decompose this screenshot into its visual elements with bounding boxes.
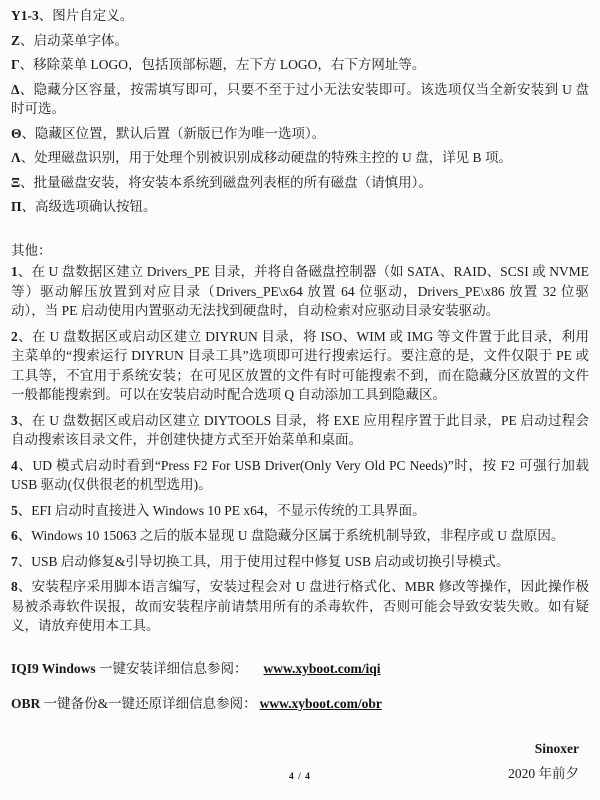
signature-name: Sinoxer [534,740,579,756]
paragraph [11,80,589,119]
item-text: 、启动菜单字体。 [20,32,129,48]
reference-text: 一键安装详细信息参阅： [95,660,248,676]
xyboot-link[interactable]: www.xyboot.com/obr [259,695,382,711]
paragraph [11,552,589,572]
item-text: 、隐藏区位置，默认后置（新版已作为唯一选项）。 [21,125,326,141]
reference-line [11,691,589,717]
item-prefix: Γ [11,57,20,72]
reference-prefix: OBR [11,695,41,711]
reference-prefix: IQI9 Windows [11,660,96,676]
item-prefix: Y1-3 [11,8,39,23]
item-prefix: 3 [11,412,18,428]
paragraph [11,173,589,193]
paragraph [11,411,589,450]
item-text: 、在 U 盘数据区或启动区建立 DIYTOOLS 目录，将 EXE 应用程序置于此目录，PE 启动过程会自动搜索该目录文件，并创建快捷方式至开始菜单和桌面。 [11,412,589,447]
item-prefix: Θ [11,125,22,141]
item-text: 、隐藏分区容量，按需填写即可，只要不至于过小无法安装即可。该选项仅当全新安装到 U 盘时可选。 [11,81,589,116]
paragraph [11,262,589,321]
option-descriptions-list [11,6,589,217]
item-prefix: 8 [11,579,18,594]
page-footer [0,768,600,788]
xyboot-link[interactable]: www.xyboot.com/iqi [263,660,381,676]
notes-list [11,262,589,636]
paragraph [11,31,589,51]
paragraph [11,6,589,26]
reference-line [11,656,589,682]
item-text: 、高级选项确认按钮。 [21,199,157,214]
paragraph [11,124,589,144]
signature-date: 2020 年前夕 [508,766,579,781]
item-prefix: 4 [11,457,18,473]
item-prefix: Δ [11,81,20,97]
page-number: 4 / 4 [289,771,311,782]
item-text: 、在 U 盘数据区建立 Drivers_PE 目录，并将自备磁盘控制器（如 SATA、RAID、SCSI 或 NVME 等）驱动解压放置到对应目录（Drivers_PE\x64 放置 64 位驱动，Drivers_PE\x86 放置 32 位驱动），当 PE 启动使用内置驱动无法找到硬盘时，自动检索对应驱动目录安装驱动。 [11,264,589,318]
item-prefix: 7 [11,553,18,569]
item-prefix: Ξ [11,174,21,190]
item-prefix: 5 [11,502,18,518]
item-prefix: 1 [11,264,18,279]
reference-text: 一键备份&一键还原详细信息参阅： [40,695,257,711]
item-text: 、图片自定义。 [38,8,134,23]
item-text: 、安装程序采用脚本语言编写，安装过程会对 U 盘进行格式化、MBR 修改等操作，因此操作极易被杀毒软件误报，故而安装程序前请禁用所有的杀毒软件，否则可能会导致安装失败。如有疑义，请放弃使用本工具。 [11,579,589,633]
paragraph [11,197,589,217]
paragraph [11,526,589,546]
item-prefix: Π [11,199,22,214]
paragraph [11,501,589,521]
item-text: 、处理磁盘识别，用于处理个别被识别成移动硬盘的特殊主控的 U 盘，详见 B 项。 [20,150,512,165]
item-prefix: 2 [11,328,18,344]
item-prefix: Λ [11,150,21,165]
item-text: 、Windows 10 15063 之后的版本显现 U 盘隐藏分区属于系统机制导致，非程序或 U 盘原因。 [17,528,565,543]
item-text: 、EFI 启动时直接进入 Windows 10 PE x64，不显示传统的工具界面。 [17,502,426,518]
item-text: 、USB 启动修复&引导切换工具，用于使用过程中修复 USB 启动或切换引导模式。 [17,553,510,569]
item-text: 、UD 模式启动时看到“Press F2 For USB Driver(Only Very Old PC Needs)”时，按 F2 可强行加载 USB 驱动(仅供很老的机型选用)。 [11,457,589,492]
item-prefix: Z [11,32,21,48]
paragraph [11,327,589,405]
paragraph [11,55,589,75]
reference-links [11,656,589,717]
paragraph [11,148,589,168]
paragraph [11,456,589,495]
paragraph [11,577,589,636]
item-text: 、批量磁盘安装，将安装本系统到磁盘列表框的所有磁盘（请慎用）。 [20,174,432,190]
item-text: 、在 U 盘数据区或启动区建立 DIYRUN 目录，将 ISO、WIM 或 IMG 等文件置于此目录，利用主菜单的“搜索运行 DIYRUN 目录工具”选项即可进行搜索运行。要注意的是，文件仅限于 PE 或工具等，不宜用于系统安装；在可见区放置的文件有时可能搜索不到，而在隐藏分区放置的文件一般都能搜索到。可以在安装启动时配合选项 Q 自动添加工具到隐藏区。 [11,328,589,402]
item-prefix: 6 [11,528,18,543]
others-heading: 其他： [11,242,52,258]
item-text: 、移除菜单 LOGO，包括顶部标题，左下方 LOGO，右下方网址等。 [19,57,426,72]
